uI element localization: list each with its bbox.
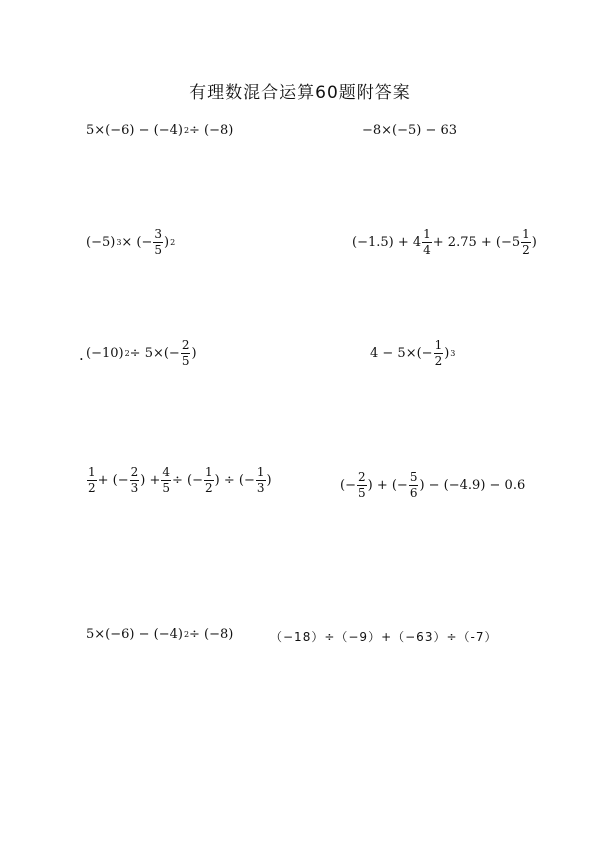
fraction-denominator: 2 xyxy=(88,480,96,495)
fraction-numerator: 1 xyxy=(256,465,265,479)
problem-3 xyxy=(86,228,175,256)
problem-5-part-b: ÷ 5×(− xyxy=(129,345,180,361)
problem-8-fraction-1 xyxy=(357,471,367,499)
problem-2 xyxy=(362,123,457,138)
problem-4-fraction-1 xyxy=(422,228,432,256)
problem-9-part-b: ÷ (−8) xyxy=(189,627,234,642)
problem-8-part-b: ) + (− xyxy=(367,477,408,493)
problem-3-part-a: (−5) xyxy=(86,234,116,250)
problem-10-text: （−18）÷（−9）+（−63）÷（-7） xyxy=(270,630,498,644)
fraction-numerator: 4 xyxy=(162,465,171,479)
problem-1-part-b: ÷ (−8) xyxy=(189,123,234,138)
problem-8-fraction-2 xyxy=(409,471,419,499)
problem-7-op-4: ) ÷ (− xyxy=(214,472,255,488)
problem-8-part-a: (− xyxy=(340,477,356,493)
problem-9 xyxy=(86,627,233,642)
page-title: 有理数混合运算60题附答案 xyxy=(189,83,411,103)
problem-3-fraction xyxy=(153,228,163,256)
problem-4-part-b: + 2.75 + (−5 xyxy=(432,234,521,250)
fraction-numerator: 1 xyxy=(423,227,431,241)
problem-7-fraction-5 xyxy=(256,466,266,494)
problem-6-part-a: 4 − 5×(− xyxy=(370,345,433,361)
fraction-numerator: 3 xyxy=(154,227,163,241)
fraction-denominator: 6 xyxy=(409,485,418,500)
problem-7-op-2: ) + xyxy=(140,472,161,488)
problem-9-exponent: 2 xyxy=(183,630,190,639)
problem-10 xyxy=(270,628,497,645)
problem-7-fraction-4 xyxy=(204,466,214,494)
problem-1 xyxy=(86,123,233,138)
problem-6-part-b: ) xyxy=(444,345,450,361)
fraction-numerator: 2 xyxy=(357,470,366,484)
problem-3-exponent-1: 3 xyxy=(116,237,122,247)
fraction-denominator: 3 xyxy=(130,480,139,495)
problem-9-part-a: 5×(−6) − (−4) xyxy=(86,627,183,642)
problem-8-part-c: ) − (−4.9) − 0.6 xyxy=(419,477,526,493)
problem-6 xyxy=(370,339,455,367)
fraction-denominator: 5 xyxy=(181,353,190,368)
problem-7-op-1: + (− xyxy=(97,472,129,488)
fraction-numerator: 2 xyxy=(181,338,190,352)
problem-7-fraction-2 xyxy=(130,466,140,494)
problem-5-exponent: 2 xyxy=(124,348,130,358)
fraction-denominator: 3 xyxy=(256,480,265,495)
fraction-denominator: 5 xyxy=(162,480,171,495)
problem-5-part-a: (−10) xyxy=(86,345,124,361)
problem-7-fraction-3 xyxy=(161,466,171,494)
fraction-numerator: 1 xyxy=(434,338,443,352)
fraction-numerator: 1 xyxy=(205,465,213,479)
fraction-numerator: 1 xyxy=(522,227,530,241)
problem-7-fraction-1 xyxy=(87,466,97,494)
problem-3-part-c: ) xyxy=(164,234,170,250)
problem-3-exponent-2: 2 xyxy=(170,237,176,247)
problem-7-op-3: ÷ (− xyxy=(172,472,204,488)
fraction-denominator: 5 xyxy=(154,242,163,257)
problem-6-fraction xyxy=(434,339,444,367)
problem-5-part-c: ) xyxy=(191,345,197,361)
problem-4 xyxy=(352,228,537,256)
fraction-numerator: 5 xyxy=(409,470,418,484)
fraction-numerator: 2 xyxy=(130,465,139,479)
problem-4-fraction-2 xyxy=(521,228,531,256)
problem-5 xyxy=(86,339,197,367)
problem-2-text: −8×(−5) − 63 xyxy=(362,123,458,138)
problem-4-part-a: (−1.5) + 4 xyxy=(352,234,422,250)
problem-5-fraction xyxy=(181,339,191,367)
fraction-denominator: 2 xyxy=(434,353,443,368)
fraction-denominator: 2 xyxy=(522,242,530,257)
problem-3-part-b: × (− xyxy=(121,234,153,250)
problem-8 xyxy=(340,471,525,499)
leading-dot-mark: · xyxy=(79,350,84,368)
fraction-numerator: 1 xyxy=(88,465,96,479)
problem-1-exponent: 2 xyxy=(183,126,190,135)
fraction-denominator: 5 xyxy=(357,485,366,500)
problem-6-exponent: 3 xyxy=(450,348,456,358)
problem-4-part-c: ) xyxy=(531,234,537,250)
problem-7-op-5: ) xyxy=(266,472,272,488)
fraction-denominator: 4 xyxy=(423,242,431,257)
problem-1-part-a: 5×(−6) − (−4) xyxy=(86,123,183,138)
fraction-denominator: 2 xyxy=(205,480,213,495)
problem-7 xyxy=(86,466,272,494)
